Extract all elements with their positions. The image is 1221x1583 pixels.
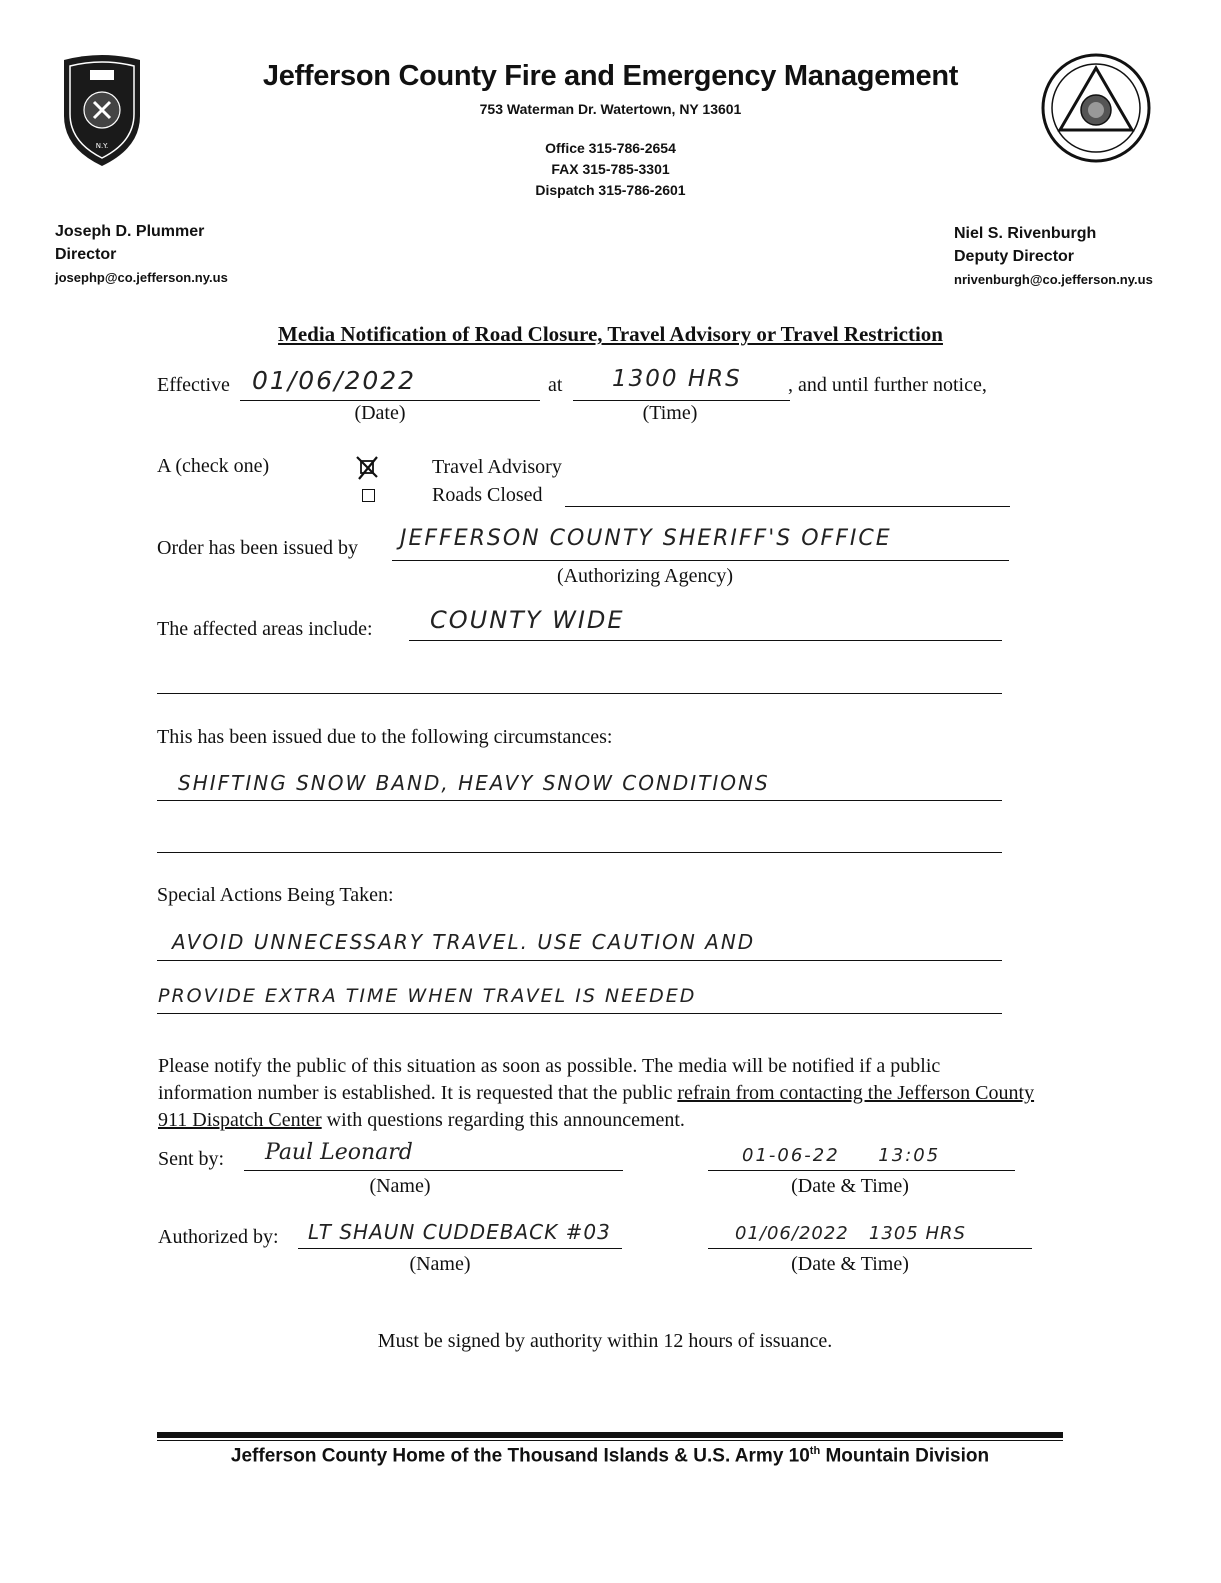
director-title: Director: [55, 246, 117, 263]
authorized-name-caption: (Name): [409, 1253, 471, 1275]
footer-tagline: [157, 1445, 1063, 1467]
notice-text-underlined: refrain from contacting the Jefferson County 911 Dispatch Center: [158, 1082, 1035, 1131]
circumstances-line-2: [157, 852, 1002, 853]
footer-text: Jefferson County Home of the Thousand Islands & U.S. Army 10: [230, 1445, 810, 1467]
sent-datetime-caption: (Date & Time): [791, 1175, 909, 1197]
director-email: josephp@co.jefferson.ny.us: [55, 270, 228, 285]
notice-text-2: with questions regarding this announcement.: [321, 1109, 685, 1131]
at-label: at: [548, 374, 563, 396]
footer-sup: th: [809, 1445, 821, 1457]
date-line: [240, 400, 540, 401]
authorized-datetime-value: 01/06/2022 1305 HRS: [735, 1223, 966, 1244]
agency-title: Jefferson County Fire and Emergency Management: [262, 60, 959, 92]
sent-by-label: Sent by:: [158, 1148, 225, 1170]
effective-label: Effective: [157, 374, 230, 396]
areas-line-1: [409, 640, 1002, 641]
footer-text-end: Mountain Division: [820, 1445, 990, 1467]
authorized-datetime-caption: (Date & Time): [791, 1253, 909, 1275]
form-heading: Media Notification of Road Closure, Travel Advisory or Travel Restriction: [278, 322, 943, 346]
sent-name-line: [244, 1170, 623, 1171]
signature-requirement-note: Must be signed by authority within 12 hours of issuance.: [377, 1330, 833, 1352]
roads-closed-line: [565, 506, 1010, 507]
sent-name-caption: (Name): [369, 1175, 431, 1197]
check-one-label: A (check one): [157, 455, 270, 477]
time-caption: (Time): [642, 402, 698, 424]
sent-datetime-line: [708, 1170, 1015, 1171]
circumstances-label: This has been issued due to the following circumstances:: [157, 726, 613, 748]
effective-date-value: 01/06/2022: [252, 366, 417, 395]
fax-number: FAX 315-785-3301: [551, 161, 670, 177]
roads-closed-checkbox[interactable]: [362, 489, 375, 502]
roads-closed-label: Roads Closed: [432, 484, 543, 506]
authorized-datetime-line: [708, 1248, 1032, 1249]
travel-advisory-checkbox[interactable]: [355, 455, 379, 479]
sent-by-signature: Paul Leonard: [265, 1140, 413, 1165]
sent-datetime-value: 01-06-22 13:05: [742, 1145, 941, 1166]
notice-text-1: Please notify the public of this situation as soon as possible. The media will be notified if a public information number is established. It is requested that the public: [158, 1055, 941, 1104]
special-actions-label: Special Actions Being Taken:: [157, 884, 394, 906]
until-label: , and until further notice,: [788, 374, 987, 396]
agency-address: 753 Waterman Dr. Watertown, NY 13601: [479, 101, 742, 117]
date-caption: (Date): [354, 402, 406, 424]
circumstances-line-1: [157, 800, 1002, 801]
affected-areas-label: The affected areas include:: [157, 618, 373, 640]
time-line: [573, 400, 790, 401]
actions-line-2: [157, 1013, 1002, 1014]
footer-rule: [157, 1432, 1063, 1438]
notice-paragraph: [158, 1053, 1038, 1134]
authorized-name-line: [298, 1248, 622, 1249]
office-phone: Office 315-786-2654: [545, 140, 676, 156]
affected-areas-value: COUNTY WIDE: [430, 606, 625, 634]
order-line: [392, 560, 1009, 561]
deputy-name: Niel S. Rivenburgh: [954, 225, 1097, 242]
travel-advisory-label: Travel Advisory: [432, 456, 562, 478]
deputy-block: [954, 222, 1153, 291]
areas-line-2: [157, 693, 1002, 694]
director-name: Joseph D. Plummer: [55, 223, 205, 240]
actions-value-line-1: AVOID UNNECESSARY TRAVEL. USE CAUTION AND: [172, 930, 756, 954]
deputy-title: Deputy Director: [954, 248, 1075, 265]
order-issued-label: Order has been issued by: [157, 537, 359, 559]
actions-value-line-2: PROVIDE EXTRA TIME WHEN TRAVEL IS NEEDED: [158, 985, 697, 1007]
actions-line-1: [157, 960, 1002, 961]
footer-rule-thin: [157, 1440, 1063, 1441]
circumstances-value: SHIFTING SNOW BAND, HEAVY SNOW CONDITIONS: [178, 771, 770, 795]
deputy-email: nrivenburgh@co.jefferson.ny.us: [954, 272, 1153, 287]
agency-caption: (Authorizing Agency): [556, 565, 734, 587]
director-block: [55, 220, 228, 289]
time-value: 1300 HRS: [612, 366, 742, 392]
authorized-by-label: Authorized by:: [158, 1226, 279, 1248]
dispatch-phone: Dispatch 315-786-2601: [535, 182, 686, 198]
order-issued-value: JEFFERSON COUNTY SHERIFF'S OFFICE: [400, 526, 892, 551]
authorized-by-value: LT SHAUN CUDDEBACK #03: [308, 1220, 611, 1244]
svg-text:N.Y.: N.Y.: [95, 142, 109, 150]
